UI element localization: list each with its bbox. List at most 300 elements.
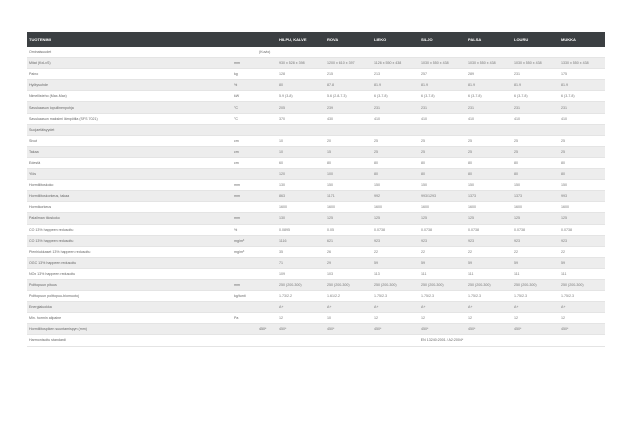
row-label: Takaa [27, 146, 232, 157]
row-label: Min. hormin alipaine [27, 313, 232, 324]
row-label: Hormiliitoskoko [27, 180, 232, 191]
value-cell [559, 124, 605, 135]
row-note [257, 91, 277, 102]
value-cell: 0.0738 [466, 224, 512, 235]
row-label: Savukaasun lopullinenpohja [27, 102, 232, 113]
value-cell: 20 [325, 135, 372, 146]
value-cell: 80 [512, 157, 559, 168]
row-unit: °C [232, 113, 257, 124]
value-cell: 5.9 (3-8) [277, 91, 325, 102]
row-unit [232, 257, 257, 268]
value-cell: 10 [277, 135, 325, 146]
value-cell: 80 [559, 169, 605, 180]
row-note: (Kuvio) [257, 47, 277, 58]
table-row [27, 135, 605, 146]
value-cell: 450* [372, 324, 419, 335]
spec-sheet [27, 32, 605, 347]
value-cell: 25 [372, 146, 419, 157]
value-cell: 370 [277, 113, 325, 124]
row-unit: mg/m³ [232, 246, 257, 257]
value-cell: 6 (3-7.8) [466, 91, 512, 102]
value-cell: 125 [466, 213, 512, 224]
value-cell: 130 [277, 180, 325, 191]
value-cell: 1600 [419, 202, 466, 213]
table-row-footer [27, 335, 605, 346]
value-cell: 80 [512, 169, 559, 180]
row-unit [232, 324, 257, 335]
value-cell: 993 [559, 191, 605, 202]
value-cell: 111 [559, 268, 605, 279]
column-header: HILPU, KALVE [277, 32, 325, 47]
value-cell: 81.9 [419, 80, 466, 91]
value-cell: 128 [277, 69, 325, 80]
row-note [257, 224, 277, 235]
value-cell: 1.73/2.2 [277, 291, 325, 302]
value-cell: 250 (200-300) [512, 279, 559, 290]
table-row [27, 268, 605, 279]
value-cell: 231 [466, 102, 512, 113]
value-cell: 410 [419, 113, 466, 124]
row-unit [232, 47, 257, 58]
table-row [27, 146, 605, 157]
table-row [27, 213, 605, 224]
row-note [257, 235, 277, 246]
value-cell: 5.6 (2.8-7.3) [325, 91, 372, 102]
value-cell: 150 [466, 180, 512, 191]
table-row [27, 157, 605, 168]
value-cell: 250 (200-300) [325, 279, 372, 290]
value-cell: 26 [325, 246, 372, 257]
column-header: MUKKA [559, 32, 605, 47]
column-header-product: TUOTENIMI [27, 32, 232, 47]
row-label: Pienhiukkaset 13% happeen redusoitu [27, 246, 232, 257]
value-cell: 1.75/2.3 [512, 291, 559, 302]
value-cell: 257 [419, 69, 466, 80]
value-cell: 22 [512, 246, 559, 257]
value-cell: 80 [372, 169, 419, 180]
row-label: Edestä [27, 157, 232, 168]
row-label: Hormikorkeus [27, 202, 232, 213]
value-cell: 150 [419, 180, 466, 191]
column-header: PALSA [466, 32, 512, 47]
value-cell: A+ [466, 302, 512, 313]
row-unit: mm [232, 279, 257, 290]
value-cell: 450* [559, 324, 605, 335]
value-cell: 1600 [559, 202, 605, 213]
value-cell: 59 [559, 257, 605, 268]
value-cell: 80 [325, 157, 372, 168]
value-cell: 231 [559, 102, 605, 113]
value-cell: 59 [419, 257, 466, 268]
value-cell: 289 [466, 69, 512, 80]
value-cell: 239 [325, 102, 372, 113]
value-cell: A+ [277, 302, 325, 313]
table-row [27, 224, 605, 235]
column-header [232, 32, 257, 47]
value-cell: 22 [466, 246, 512, 257]
value-cell: 1.75/2.3 [559, 291, 605, 302]
value-cell: 150 [559, 180, 605, 191]
row-note [257, 202, 277, 213]
value-cell: 923 [466, 235, 512, 246]
row-note [257, 169, 277, 180]
value-cell: 930 x 528 x 398 [277, 58, 325, 69]
value-cell [466, 124, 512, 135]
row-note [257, 302, 277, 313]
row-label: Ylös [27, 169, 232, 180]
row-unit [232, 302, 257, 313]
row-unit: mg/m³ [232, 235, 257, 246]
value-cell: 22 [419, 246, 466, 257]
table-row [27, 91, 605, 102]
value-cell: 231 [419, 102, 466, 113]
value-cell: 80 [559, 157, 605, 168]
value-cell: 25 [466, 135, 512, 146]
table-row [27, 102, 605, 113]
row-label: CO 13% happeen redusoitu [27, 235, 232, 246]
table-row [27, 124, 605, 135]
value-cell: 80 [277, 80, 325, 91]
value-cell: 25 [559, 135, 605, 146]
value-cell: 1.61/2.2 [325, 291, 372, 302]
column-header [257, 32, 277, 47]
value-cell [325, 47, 372, 58]
value-cell: 250 (200-300) [559, 279, 605, 290]
value-cell: 87.8 [325, 80, 372, 91]
value-cell: 111 [512, 268, 559, 279]
row-label: Polttopuun pituus [27, 279, 232, 290]
value-cell [512, 124, 559, 135]
value-cell: 113 [372, 268, 419, 279]
value-cell: 71 [277, 257, 325, 268]
row-note [257, 113, 277, 124]
row-label: Polttopuun polttopuu-biomuotoj [27, 291, 232, 302]
value-cell: 12 [372, 313, 419, 324]
table-row [27, 324, 605, 335]
value-cell: 109 [277, 268, 325, 279]
value-cell: 450* [419, 324, 466, 335]
value-cell: 1600 [512, 202, 559, 213]
row-unit: kg [232, 69, 257, 80]
value-cell: 25 [419, 146, 466, 157]
row-unit: cm [232, 146, 257, 157]
value-cell: 410 [512, 113, 559, 124]
table-row [27, 47, 605, 58]
row-label: Hyötysuhde [27, 80, 232, 91]
table-row [27, 58, 605, 69]
value-cell: 0.0738 [559, 224, 605, 235]
value-cell: A+ [372, 302, 419, 313]
table-row [27, 69, 605, 80]
value-cell: 1171 [325, 191, 372, 202]
value-cell: 923 [372, 235, 419, 246]
row-label: Nimellisteho (Max-Max) [27, 91, 232, 102]
value-cell: 1030 x 550 x 438 [419, 58, 466, 69]
table-row [27, 113, 605, 124]
table-row [27, 202, 605, 213]
value-cell: 22 [372, 246, 419, 257]
row-note [257, 157, 277, 168]
row-note [257, 124, 277, 135]
value-cell: 231 [372, 102, 419, 113]
row-note [257, 146, 277, 157]
value-cell: 1373 [512, 191, 559, 202]
value-cell: 125 [372, 213, 419, 224]
row-label: Paino [27, 69, 232, 80]
row-label: NOx 13% happeen redusoitu [27, 268, 232, 279]
value-cell: 15 [325, 146, 372, 157]
value-cell: 0.0738 [419, 224, 466, 235]
value-cell: 59 [372, 257, 419, 268]
row-label: Ominaisuudet [27, 47, 232, 58]
value-cell: 120 [277, 169, 325, 180]
column-header: LIEKO [372, 32, 419, 47]
row-note [257, 102, 277, 113]
row-unit: Pa [232, 313, 257, 324]
value-cell: 6 (3-7.8) [419, 91, 466, 102]
row-note [257, 291, 277, 302]
value-cell: 6 (3-7.8) [512, 91, 559, 102]
value-cell: 1126 x 550 x 438 [372, 58, 419, 69]
value-cell: 1116 [277, 235, 325, 246]
value-cell: 111 [419, 268, 466, 279]
row-unit: kg/tunti [232, 291, 257, 302]
value-cell: 25 [559, 146, 605, 157]
table-row [27, 279, 605, 290]
value-cell: 410 [372, 113, 419, 124]
row-note [257, 58, 277, 69]
value-cell: 80 [372, 157, 419, 168]
table-row [27, 180, 605, 191]
row-unit: cm [232, 157, 257, 168]
value-cell: 923 [419, 235, 466, 246]
value-cell: 10 [325, 313, 372, 324]
value-cell: 12 [277, 313, 325, 324]
row-note [257, 257, 277, 268]
row-unit [232, 169, 257, 180]
value-cell: 1.75/2.3 [419, 291, 466, 302]
row-unit: °C [232, 102, 257, 113]
table-row [27, 302, 605, 313]
value-cell: 1200 x 610 x 397 [325, 58, 372, 69]
row-note [257, 69, 277, 80]
column-header: SILJO [419, 32, 466, 47]
row-unit [232, 335, 277, 346]
value-cell: 430 [325, 113, 372, 124]
value-cell: 450* [466, 324, 512, 335]
value-cell: 0.0895 [277, 224, 325, 235]
value-cell: 250 (200-300) [277, 279, 325, 290]
column-header: LOURU [512, 32, 559, 47]
table-row [27, 257, 605, 268]
value-cell: 1.75/2.3 [466, 291, 512, 302]
row-label: Suojaetäisyydet [27, 124, 232, 135]
row-note [257, 80, 277, 91]
standard-value: EN 13240:2001 / A2:2004* [277, 335, 605, 346]
value-cell: 450* [277, 324, 325, 335]
row-label: Hormiliitospiken suuntamispyn (mm) [27, 324, 232, 335]
value-cell: 205 [277, 102, 325, 113]
value-cell: 923 [512, 235, 559, 246]
value-cell: 81.9 [466, 80, 512, 91]
row-note [257, 246, 277, 257]
value-cell: 1600 [372, 202, 419, 213]
value-cell: 1030 x 550 x 438 [512, 58, 559, 69]
value-cell [372, 47, 419, 58]
row-unit [232, 124, 257, 135]
value-cell: 410 [466, 113, 512, 124]
value-cell: 80 [466, 169, 512, 180]
value-cell: 450* [325, 324, 372, 335]
value-cell: 59 [512, 257, 559, 268]
row-unit: kW [232, 91, 257, 102]
value-cell: A+ [512, 302, 559, 313]
value-cell: A+ [419, 302, 466, 313]
value-cell: 111 [466, 268, 512, 279]
value-cell: 0.05 [325, 224, 372, 235]
value-cell: 80 [466, 157, 512, 168]
spec-table [27, 32, 605, 347]
value-cell: 231 [512, 69, 559, 80]
row-label: OGC 13% happeen redusoitu [27, 257, 232, 268]
value-cell: 80 [419, 157, 466, 168]
row-label: Mitat (KxLxS) [27, 58, 232, 69]
value-cell: 6 (3-7.8) [372, 91, 419, 102]
value-cell: 150 [512, 180, 559, 191]
value-cell: 231 [512, 102, 559, 113]
row-unit [232, 202, 257, 213]
value-cell: 25 [512, 135, 559, 146]
table-row [27, 246, 605, 257]
value-cell [512, 47, 559, 58]
row-label: CO 13% happeen redusoitu [27, 224, 232, 235]
table-row [27, 291, 605, 302]
value-cell: 993/1293 [419, 191, 466, 202]
value-cell: 22 [559, 246, 605, 257]
row-label: Sivut [27, 135, 232, 146]
value-cell: 100 [325, 169, 372, 180]
table-row [27, 80, 605, 91]
row-label: Energialuokka [27, 302, 232, 313]
value-cell: 0.0738 [512, 224, 559, 235]
value-cell: A+ [559, 302, 605, 313]
row-label: Hormiliitoskorkeus, takaa [27, 191, 232, 202]
row-unit: mm [232, 191, 257, 202]
value-cell: 1600 [325, 202, 372, 213]
value-cell: 1330 x 550 x 438 [559, 58, 605, 69]
value-cell: 215 [325, 69, 372, 80]
value-cell: 621 [325, 235, 372, 246]
row-unit: mm [232, 58, 257, 69]
row-unit: cm [232, 135, 257, 146]
row-note [257, 213, 277, 224]
table-row [27, 191, 605, 202]
row-note: 450* [257, 324, 277, 335]
table-row [27, 235, 605, 246]
value-cell: 12 [466, 313, 512, 324]
value-cell: 60 [277, 157, 325, 168]
row-note [257, 279, 277, 290]
row-note [257, 180, 277, 191]
value-cell [372, 124, 419, 135]
row-unit: mm [232, 213, 257, 224]
value-cell: 250 (200-300) [372, 279, 419, 290]
value-cell: 410 [559, 113, 605, 124]
value-cell: 0.0738 [372, 224, 419, 235]
value-cell: 25 [372, 135, 419, 146]
value-cell: 923 [559, 235, 605, 246]
value-cell: 12 [419, 313, 466, 324]
value-cell [419, 47, 466, 58]
value-cell: 6 (3-7.8) [559, 91, 605, 102]
value-cell: 25 [512, 146, 559, 157]
value-cell: 1030 x 550 x 438 [466, 58, 512, 69]
value-cell: 25 [466, 146, 512, 157]
table-row [27, 169, 605, 180]
value-cell [559, 47, 605, 58]
table-header-row [27, 32, 605, 47]
value-cell: 213 [372, 69, 419, 80]
value-cell: 150 [372, 180, 419, 191]
row-unit: % [232, 224, 257, 235]
value-cell: 1.75/2.3 [372, 291, 419, 302]
table-body [27, 47, 605, 346]
value-cell: 12 [512, 313, 559, 324]
row-label: Savukaasun maksimi lämpötila (SFS 7021) [27, 113, 232, 124]
value-cell [325, 124, 372, 135]
value-cell: 125 [325, 213, 372, 224]
value-cell: 450* [512, 324, 559, 335]
value-cell: 125 [419, 213, 466, 224]
value-cell: 150 [325, 180, 372, 191]
value-cell: 125 [559, 213, 605, 224]
row-note [257, 135, 277, 146]
value-cell: 992 [372, 191, 419, 202]
value-cell: 1600 [466, 202, 512, 213]
row-note [257, 191, 277, 202]
value-cell: 250 (200-300) [419, 279, 466, 290]
value-cell: 863 [277, 191, 325, 202]
value-cell: 175 [559, 69, 605, 80]
value-cell: 1373 [466, 191, 512, 202]
row-label: Palailman tiloskoko [27, 213, 232, 224]
value-cell: A+ [325, 302, 372, 313]
value-cell: 1600 [277, 202, 325, 213]
value-cell: 59 [466, 257, 512, 268]
row-label: Harmonisoitu standardi [27, 335, 232, 346]
row-note [257, 313, 277, 324]
row-note [257, 268, 277, 279]
value-cell: 80 [419, 169, 466, 180]
column-header: ROVA [325, 32, 372, 47]
value-cell: 130 [277, 213, 325, 224]
row-unit [232, 268, 257, 279]
value-cell: 29 [325, 257, 372, 268]
value-cell [277, 124, 325, 135]
value-cell: 81.9 [512, 80, 559, 91]
value-cell [419, 124, 466, 135]
table-row [27, 313, 605, 324]
value-cell: 103 [325, 268, 372, 279]
value-cell: 35 [277, 246, 325, 257]
value-cell: 81.9 [559, 80, 605, 91]
value-cell [277, 47, 325, 58]
value-cell: 10 [277, 146, 325, 157]
value-cell: 250 (200-300) [466, 279, 512, 290]
value-cell: 125 [512, 213, 559, 224]
value-cell: 81.9 [372, 80, 419, 91]
row-unit: mm [232, 180, 257, 191]
